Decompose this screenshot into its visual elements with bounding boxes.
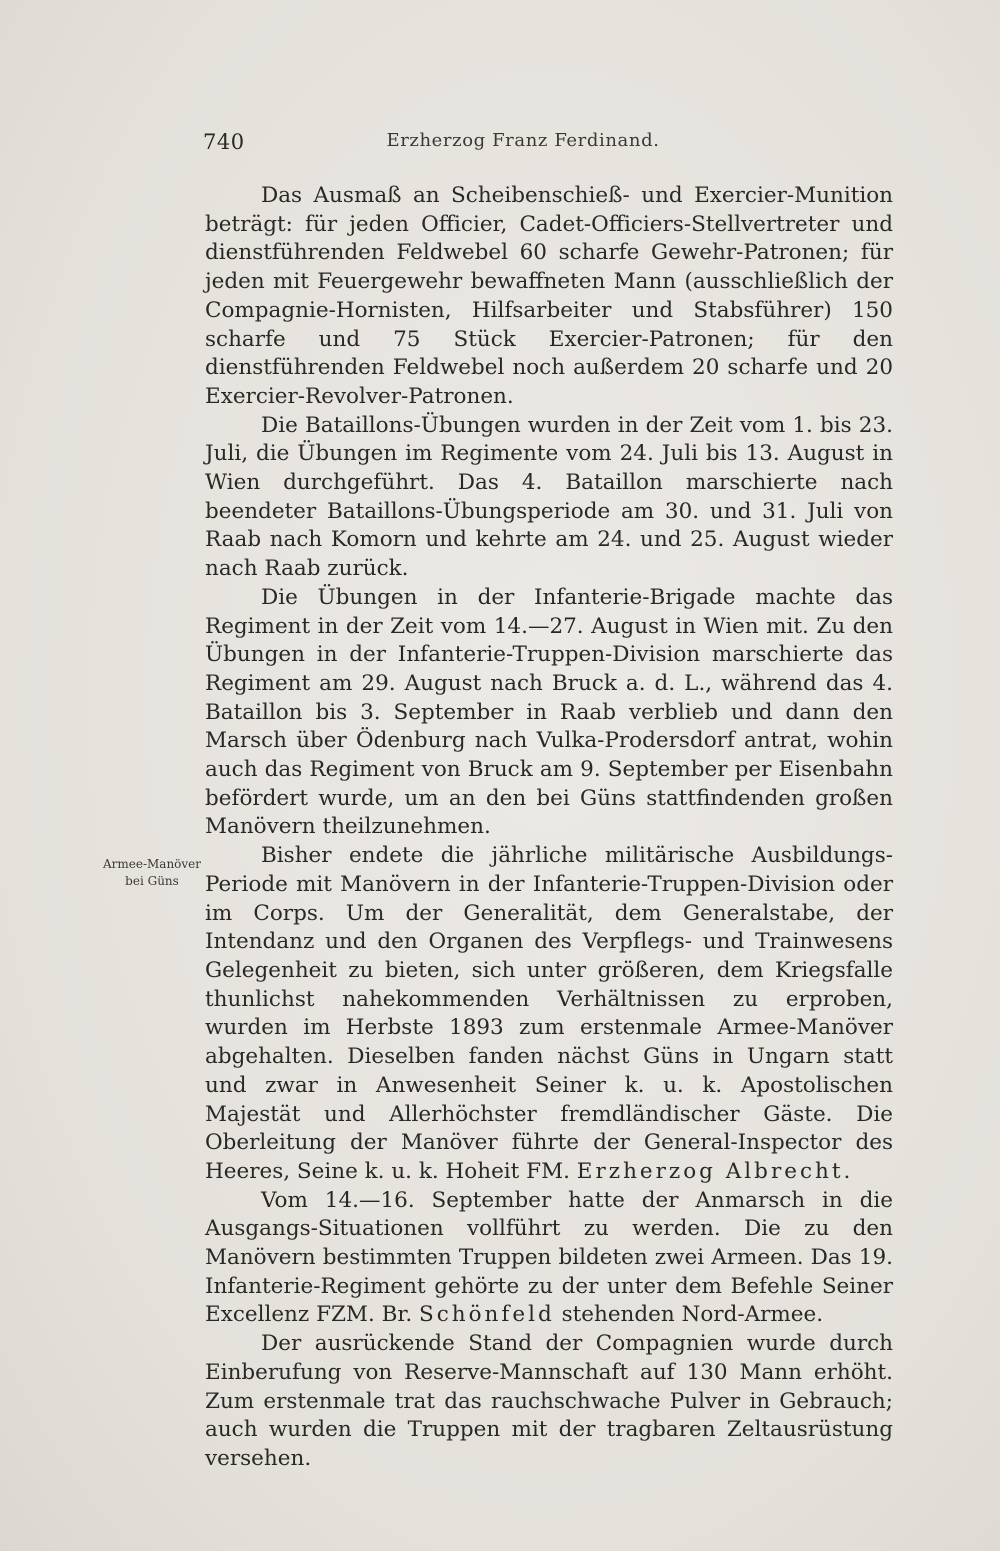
paragraph-bataillons-uebungen: Die Bataillons-Übungen wurden in der Zeit vom 1. bis 23. Juli, die Übungen im Regimente vom 24. Juli bis 13. August in Wien durchgeführt. Das 4. Bataillon marschierte nach beendeter Bataillons-Übungsperiode am 30. und 31. Juli von Raab nach Komorn und kehrte am 24. und 25. August wieder nach Raab zurück.: [205, 412, 893, 582]
paragraph-munition: Das Ausmaß an Scheibenschieß- und Exercier-Munition beträgt: für jeden Officier, Cadet-Officiers-Stellvertreter und dienstführenden Feldwebel 60 scharfe Gewehr-Patronen; für jeden mit Feuergewehr bewaffneten Mann (ausschließlich der Compagnie-Hornisten, Hilfsarbeiter und Stabsführer) 150 scharfe und 75 Stück Exercier-Patronen; für den dienstführenden Feldwebel noch außerdem 20 scharfe und 20 Exercier-Revolver-Patronen.: [205, 183, 893, 409]
margin-note: [96, 856, 208, 890]
margin-note-line: Armee-Manöver: [102, 857, 202, 871]
paragraph-text: Bisher endete die jährliche militärische Ausbildungs-Periode mit Manövern in der Infanterie-Truppen-Division oder im Corps. Um der Generalität, dem Generalstabe, der Intendanz und den Organen des Verpflegs- und Trainwesens Gelegenheit zu bieten, sich unter größeren, dem Kriegsfalle thunlichst nahekommenden Verhältnissen zu erproben, wurden im Herbste 1893 zum erstenmale Armee-Manöver abgehalten. Dieselben fanden nächst Güns in Ungarn statt und zwar in Anwesenheit Seiner k. u. k. Apostolischen Majestät und Allerhöchster fremdländischer Gäste. Die Oberleitung der Manöver führte der General-Inspector des Heeres, Seine k. u. k. Hoheit FM.: [205, 843, 893, 1184]
paragraph-text: Vom 14.—16. September hatte der Anmarsch in die Ausgangs-Situationen vollführt zu werden. Die zu den Manövern bestimmten Truppen bildeten zwei Armeen. Das 19. Infanterie-Regiment gehörte zu der unter dem Befehle Seiner Excellenz FZM. Br.: [205, 1187, 893, 1328]
running-title: Erzherzog Franz Ferdinand.: [386, 130, 660, 151]
paragraph-text: stehenden Nord-Armee.: [554, 1302, 824, 1328]
paragraph-text: .: [843, 1158, 851, 1184]
margin-note-line: bei Güns: [125, 874, 179, 888]
page-header: [203, 130, 893, 162]
paragraph-armee-manoever: [205, 842, 893, 1186]
body-text: [205, 182, 893, 1474]
paragraph-anmarsch: [205, 1187, 893, 1331]
paragraph-stand: Der ausrückende Stand der Compagnien wurde durch Einberufung von Reserve-Mannschaft auf 130 Mann erhöht. Zum erstenmale trat das rauchschwache Pulver in Gebrauch; auch wurden die Truppen mit der tragbaren Zeltausrüstung versehen.: [205, 1331, 893, 1471]
spaced-name: Schönfeld: [419, 1302, 555, 1328]
spaced-name: Erzherzog Albrecht: [576, 1158, 844, 1184]
paragraph-brigade-uebungen: Die Übungen in der Infanterie-Brigade machte das Regiment in der Zeit vom 14.—27. August in Wien mit. Zu den Übungen in der Infanterie-Truppen-Division marschierte das Regiment am 29. August nach Bruck a. d. L., während das 4. Bataillon bis 3. September in Raab verblieb und dann den Marsch über Ödenburg nach Vulka-Prodersdorf antrat, wohin auch das Regiment von Bruck am 9. September per Eisenbahn befördert wurde, um an den bei Güns stattfindenden großen Manövern theilzunehmen.: [205, 584, 893, 840]
page-number: 740: [203, 130, 245, 154]
